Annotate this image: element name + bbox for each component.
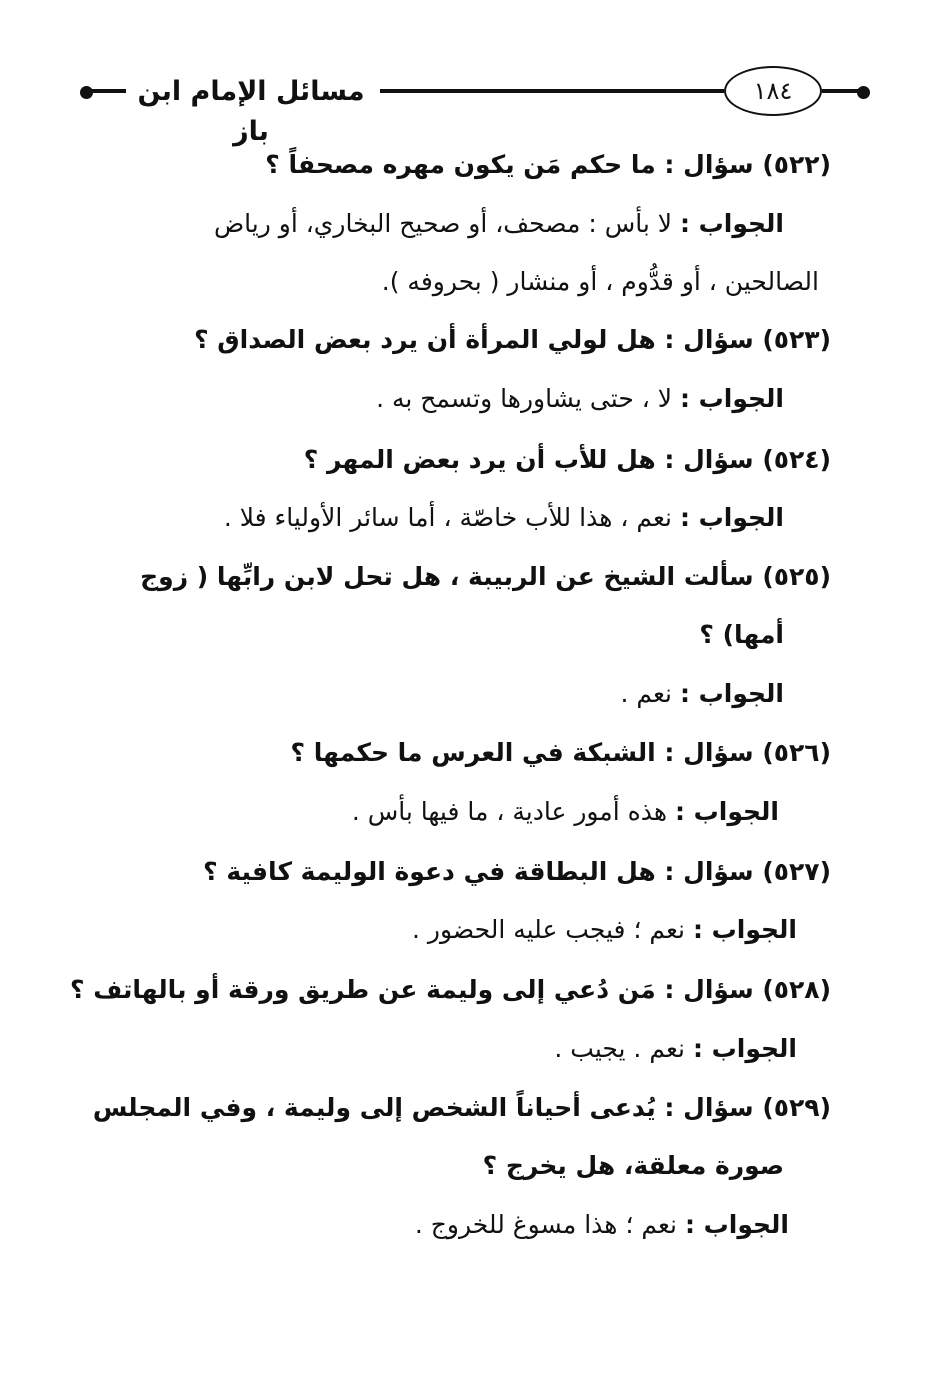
answer-label: الجواب : [674,797,779,826]
answer-label: الجواب : [679,503,784,532]
answer-527 [412,910,797,954]
answer-text: نعم ، هذا للأب خاصّة ، أما سائر الأولياء فلا . [223,503,672,532]
answer-522-line-1 [214,204,784,248]
answer-text: هذه أمور عادية ، ما فيها بأس . [351,797,667,826]
header-right-dot [857,86,870,99]
page-number: ١٨٤ [724,66,822,116]
header-left-rule [88,89,126,93]
answer-text: لا ، حتى يشاورها وتسمح به . [376,384,672,413]
question-524: (٥٢٤) سؤال : هل للأب أن يرد بعض المهر ؟ [303,445,831,474]
answer-522-line-2: الصالحين ، أو قدُّوم ، أو منشار ( بحروفه ). [381,267,819,296]
answer-label: الجواب : [679,384,784,413]
answer-526 [352,792,779,836]
answer-528 [554,1029,797,1073]
answer-524 [224,498,784,542]
answer-text: لا بأس : مصحف، أو صحيح البخاري، أو رياض [213,209,672,238]
answer-text: نعم . يجيب . [554,1034,685,1063]
answer-label: الجواب : [679,679,784,708]
question-527: (٥٢٧) سؤال : هل البطاقة في دعوة الوليمة كافية ؟ [203,857,831,886]
question-525-line-1: (٥٢٥) سألت الشيخ عن الربيبة ، هل تحل لابن رابِّها ( زوج [140,562,831,591]
answer-text: نعم ؛ فيجب عليه الحضور . [412,915,685,944]
question-522: (٥٢٢) سؤال : ما حكم مَن يكون مهره مصحفاً ؟ [265,150,831,179]
question-529-line-2: صورة معلقة، هل يخرج ؟ [482,1151,784,1180]
question-525-line-2: أمها) ؟ [699,620,784,649]
question-528: (٥٢٨) سؤال : مَن دُعي إلى وليمة عن طريق ورقة أو بالهاتف ؟ [70,975,831,1004]
question-529-line-1: (٥٢٩) سؤال : يُدعى أحياناً الشخص إلى وليمة ، وفي المجلس [92,1093,831,1122]
answer-text: نعم ؛ هذا مسوغ للخروج . [414,1210,677,1239]
page-header [80,66,870,147]
answer-523 [376,379,784,423]
book-title: مسائل الإمام ابن باز [137,76,365,147]
answer-label: الجواب : [684,1210,789,1239]
answer-529 [415,1205,789,1249]
answer-label: الجواب : [679,209,784,238]
question-523: (٥٢٣) سؤال : هل لولي المرأة أن يرد بعض الصداق ؟ [194,325,831,354]
answer-label: الجواب : [692,915,797,944]
question-526: (٥٢٦) سؤال : الشبكة في العرس ما حكمها ؟ [290,738,831,767]
header-right-rule [822,89,862,93]
answer-525 [620,674,784,718]
answer-label: الجواب : [692,1034,797,1063]
header-middle-rule [380,89,724,93]
answer-text: نعم . [620,679,672,708]
